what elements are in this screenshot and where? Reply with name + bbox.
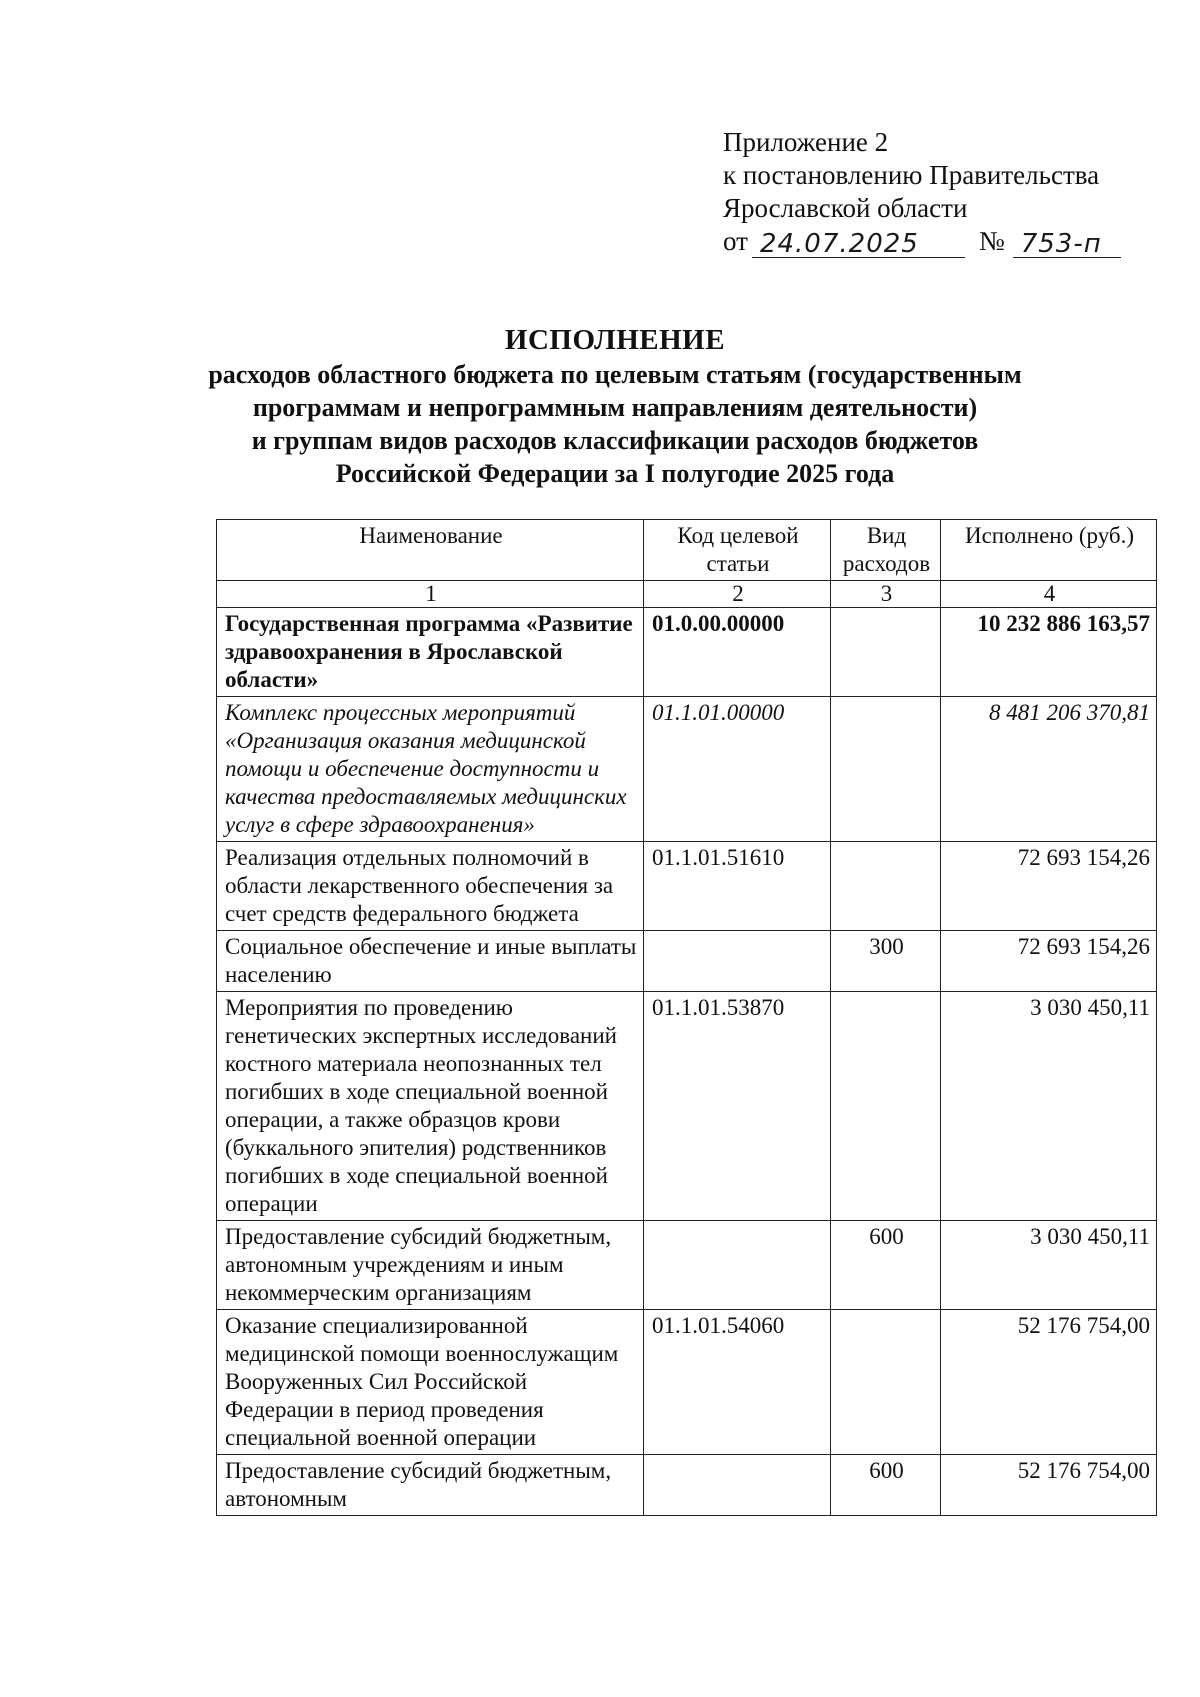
row-amount: 3 030 450,11 [941, 1221, 1157, 1310]
row-amount: 72 693 154,26 [941, 931, 1157, 992]
header-executed: Исполнено (руб.) [941, 520, 1157, 581]
handwritten-date: 24.07.2025 [752, 231, 965, 258]
header-code: Код целевой статьи [644, 520, 831, 581]
row-expense-type [831, 1310, 941, 1455]
document-title [200, 322, 1030, 490]
column-number: 4 [941, 581, 1157, 608]
row-name: Государственная программа «Развитие здравоохранения в Ярославской области» [217, 608, 644, 697]
number-label: № [978, 226, 1005, 256]
row-name: Оказание специализированной медицинской помощи военнослужащим Вооруженных Сил Российской Федерации в период проведения специальной военной операции [217, 1310, 644, 1455]
row-code [644, 1221, 831, 1310]
row-expense-type [831, 842, 941, 931]
title-subtitle-2: программам и непрограммным направлениям деятельности) [252, 393, 978, 422]
row-name: Предоставление субсидий бюджетным, автономным [217, 1455, 644, 1516]
column-number: 1 [217, 581, 644, 608]
table-row [217, 1310, 1157, 1455]
appendix-line-2: к постановлению Правительства [723, 160, 1100, 190]
row-name: Комплекс процессных мероприятий «Организация оказания медицинской помощи и обеспечение доступности и качества предоставляемых медицинских услуг в сфере здравоохранения» [217, 697, 644, 842]
row-amount: 52 176 754,00 [941, 1455, 1157, 1516]
row-amount: 72 693 154,26 [941, 842, 1157, 931]
row-expense-type [831, 992, 941, 1221]
row-expense-type: 600 [831, 1455, 941, 1516]
row-amount: 10 232 886 163,57 [941, 608, 1157, 697]
table-row [217, 931, 1157, 992]
row-expense-type [831, 608, 941, 697]
row-code: 01.1.01.54060 [644, 1310, 831, 1455]
row-name: Мероприятия по проведению генетических экспертных исследований костного материала неопознанных тел погибших в ходе специальной военной операции, а также образцов крови (буккального эпителия) родственников погибших в ходе специальной военной операции [217, 992, 644, 1221]
row-code: 01.1.01.53870 [644, 992, 831, 1221]
appendix-line-3: Ярославской области [723, 193, 968, 223]
column-number: 3 [831, 581, 941, 608]
row-amount: 52 176 754,00 [941, 1310, 1157, 1455]
table-row [217, 992, 1157, 1221]
table-row [217, 1455, 1157, 1516]
column-number: 2 [644, 581, 831, 608]
title-subtitle-4: Российской Федерации за I полугодие 2025 года [335, 459, 895, 488]
row-code: 01.0.00.00000 [644, 608, 831, 697]
header-name: Наименование [217, 520, 644, 581]
row-code: 01.1.01.51610 [644, 842, 831, 931]
title-main: ИСПОЛНЕНИЕ [504, 324, 726, 356]
title-subtitle-1: расходов областного бюджета по целевым статьям (государственным [208, 360, 1022, 389]
row-name: Предоставление субсидий бюджетным, автономным учреждениям и иным некоммерческим организациям [217, 1221, 644, 1310]
row-code [644, 1455, 831, 1516]
row-name: Социальное обеспечение и иные выплаты населению [217, 931, 644, 992]
table-row [217, 697, 1157, 842]
row-code [644, 931, 831, 992]
table-row [217, 842, 1157, 931]
from-label: от [723, 226, 748, 256]
row-name: Реализация отдельных полномочий в области лекарственного обеспечения за счет средств федерального бюджета [217, 842, 644, 931]
row-expense-type: 300 [831, 931, 941, 992]
handwritten-number: 753-п [1013, 231, 1121, 258]
header-expense-type: Вид расходов [831, 520, 941, 581]
row-expense-type [831, 697, 941, 842]
expenditure-table [216, 519, 1157, 1516]
row-amount: 3 030 450,11 [941, 992, 1157, 1221]
row-expense-type: 600 [831, 1221, 941, 1310]
row-amount: 8 481 206 370,81 [941, 697, 1157, 842]
column-number-row [217, 581, 1157, 608]
table-row [217, 608, 1157, 697]
table-row [217, 1221, 1157, 1310]
appendix-line-1: Приложение 2 [723, 127, 889, 157]
table-header-row [217, 520, 1157, 581]
title-subtitle-3: и группам видов расходов классификации расходов бюджетов [251, 426, 979, 455]
row-code: 01.1.01.00000 [644, 697, 831, 842]
appendix-block [723, 126, 1173, 258]
date-number-line [723, 225, 1173, 258]
